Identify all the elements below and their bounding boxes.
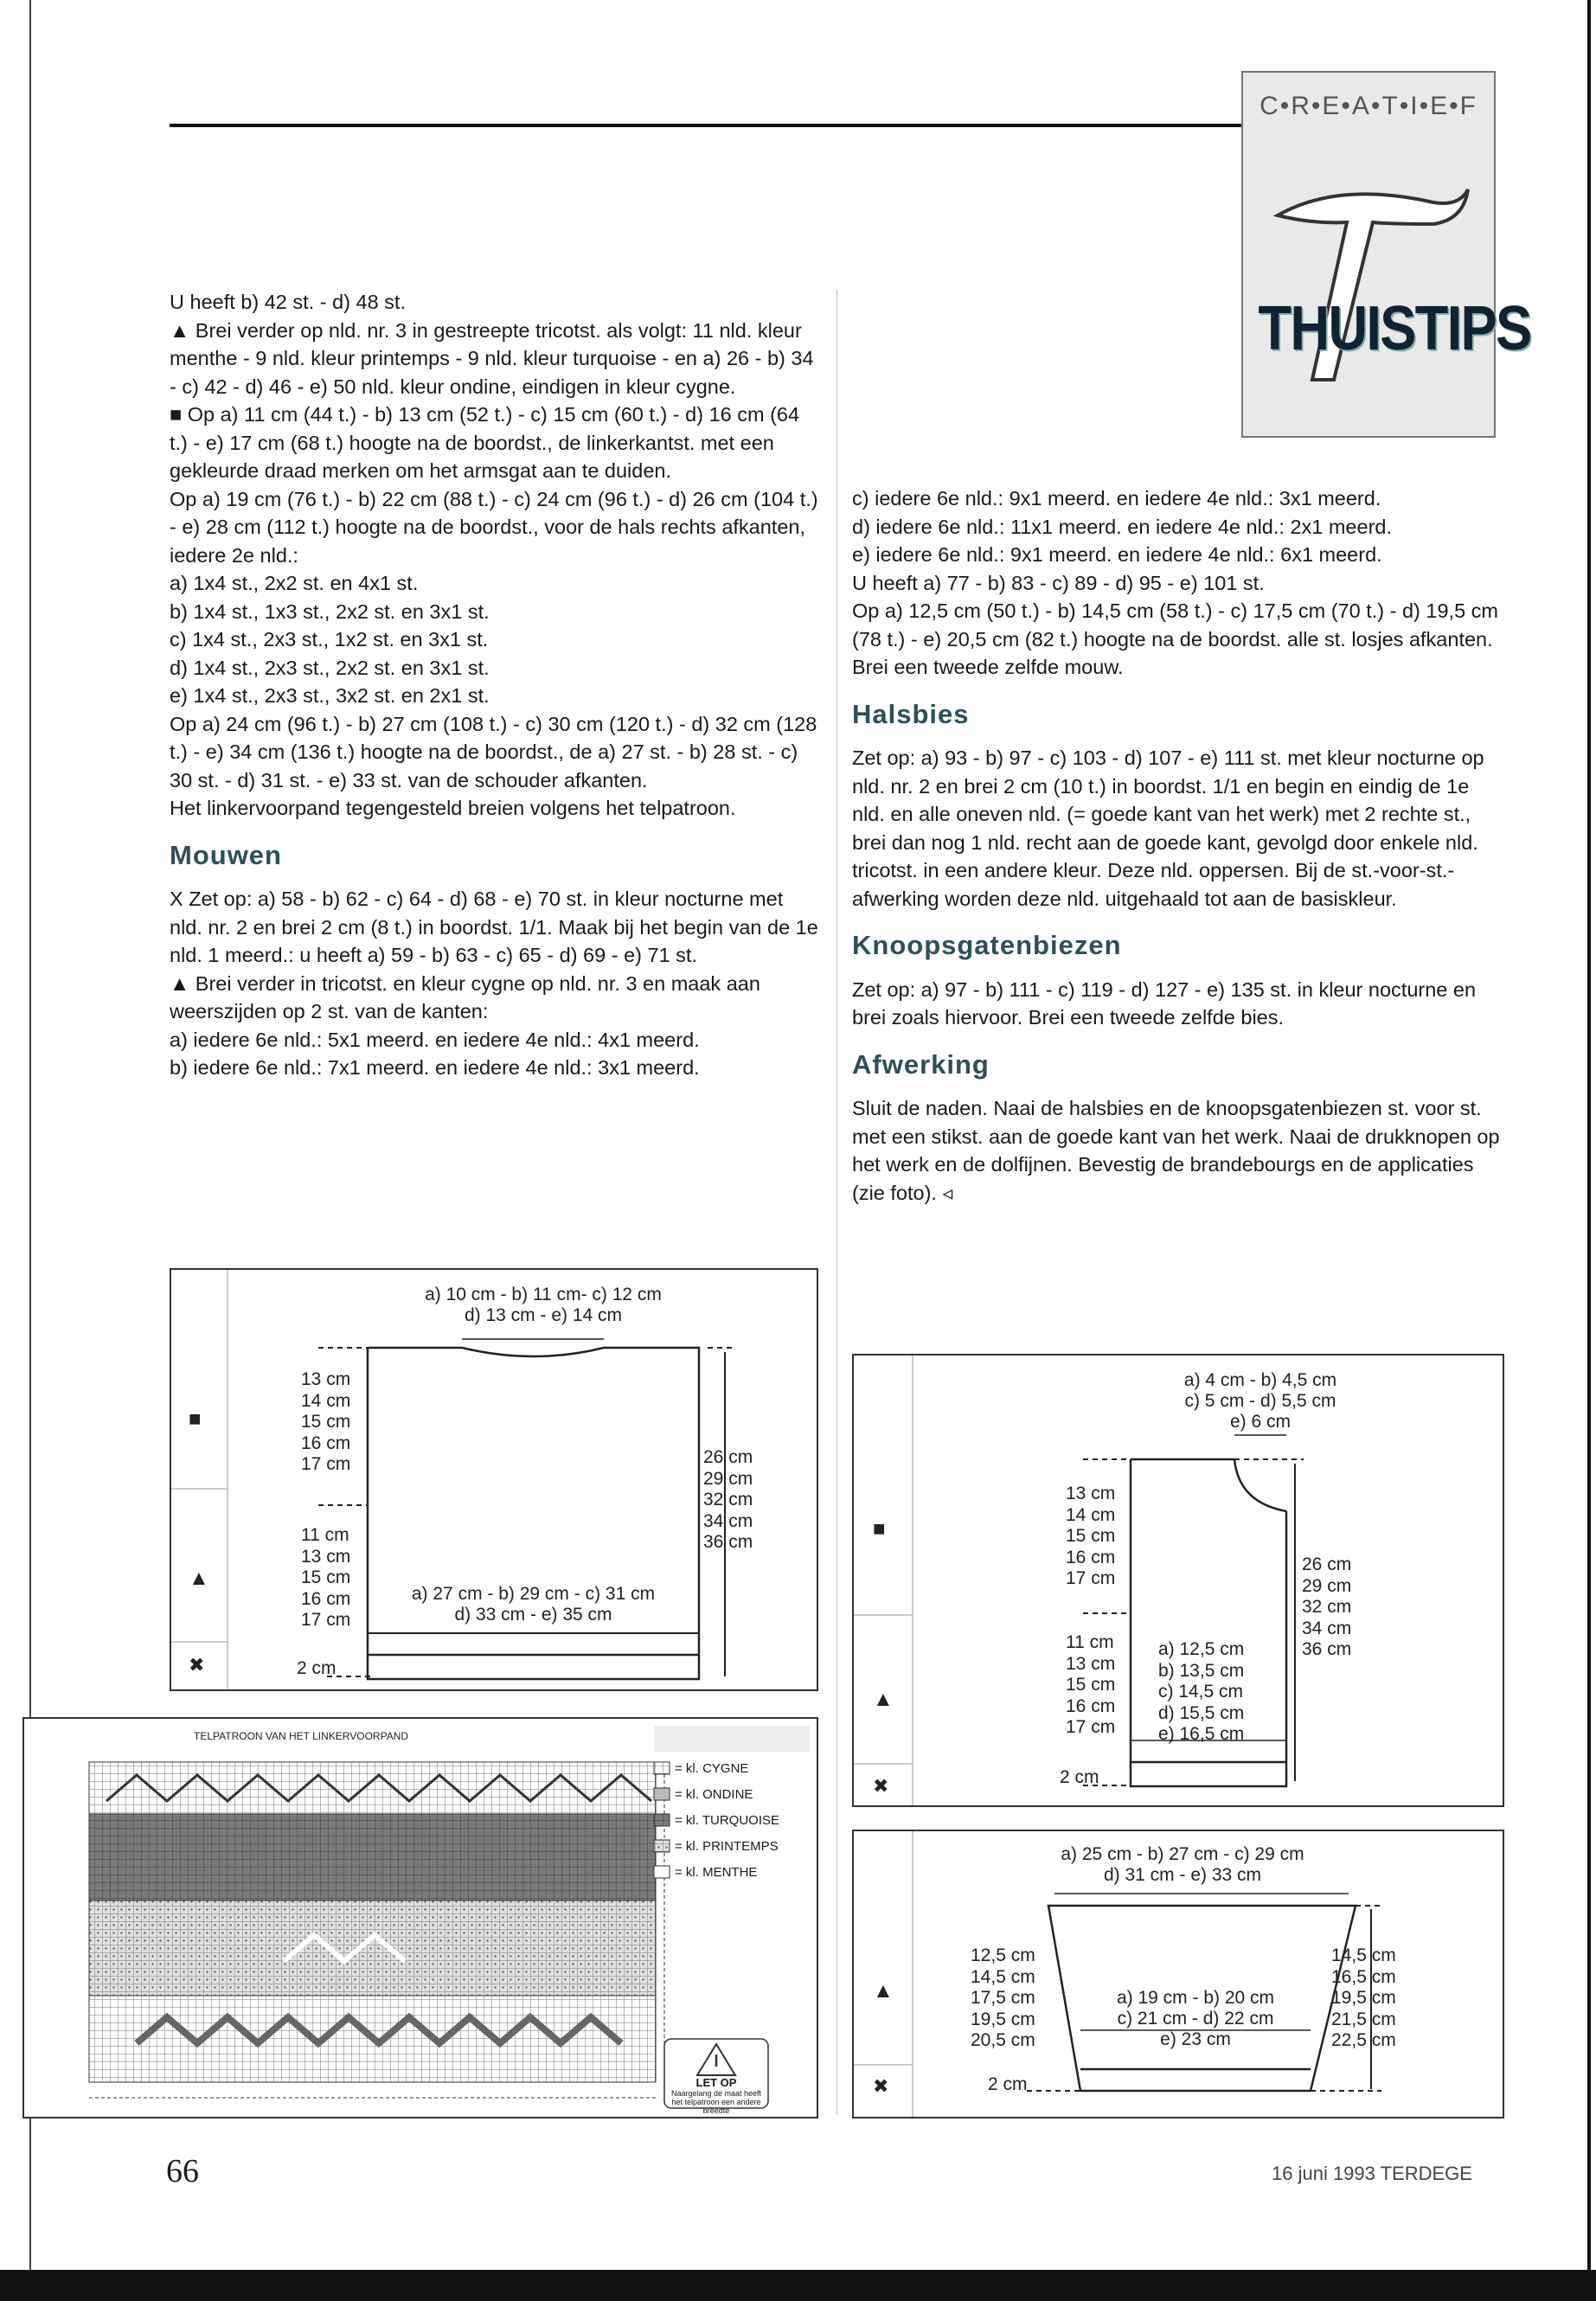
logo-creatief: C•R•E•A•T•I•E•F <box>1259 92 1477 120</box>
legend-cygne: = kl. CYGNE <box>675 1761 749 1776</box>
paragraph: Het linkervoorpand tegengesteld breien volgens het telpatroon. <box>170 797 736 819</box>
size-label: 36 cm <box>1302 1639 1352 1659</box>
size-label: 13 cm <box>1066 1653 1116 1674</box>
page-right-edge <box>1587 0 1591 2271</box>
paragraph: Op a) 19 cm (76 t.) - b) 22 cm (88 t.) - c) 24 cm (96 t.) - d) 26 cm (104 t.) - e) 28 cm (112 t.) hoogte na de boordst., voor de hals rechts afkanten, iedere 2e nld.: <box>170 487 818 567</box>
size-label: 29 cm <box>1302 1575 1352 1596</box>
back-neck-width-2: d) 13 cm - e) 14 cm <box>464 1305 623 1325</box>
size-label: c) 14,5 cm <box>1158 1682 1244 1702</box>
sleeve-bottom-width-3: e) 23 cm <box>1160 2029 1231 2049</box>
sleeve-left-sizes <box>971 1945 1035 2052</box>
cross-symbol: ✖ <box>189 1654 205 1676</box>
paragraph: ■ Op a) 11 cm (44 t.) - b) 13 cm (52 t.) - c) 15 cm (60 t.) - d) 16 cm (64 t.) - e) 17 cm (68 t.) hoogte na de boordst., de linkerkantst. met een gekleurde draad merken om het armsgat aan te duiden. <box>170 403 800 482</box>
list-item: e) 1x4 st., 2x3 st., 3x2 st. en 2x1 st. <box>170 684 490 707</box>
front-length-sizes <box>1302 1554 1351 1661</box>
front-neck-depth-3: e) 6 cm <box>1229 1412 1291 1432</box>
paragraph: ▲ Brei verder op nld. nr. 3 in gestreepte tricotst. als volgt: 11 nld. kleur menthe - 9 nld. kleur printemps - 9 nld. kleur turquoise - en a) 26 - b) 34 - c) 42 - d) 46 - e) 50 nld. kleur ondine, eindigen in kleur cygne. <box>170 318 814 398</box>
heading-knoopsgatenbiezen: Knoopsgatenbiezen <box>852 930 1122 960</box>
front-neck-depth-2: c) 5 cm - d) 5,5 cm <box>1184 1391 1336 1411</box>
size-label: 22,5 cm <box>1331 2030 1396 2050</box>
paragraph: Zet op: a) 97 - b) 111 - c) 119 - d) 127 - e) 135 st. in kleur nocturne en brei zoals hiervoor. Brei een tweede zelfde bies. <box>852 977 1477 1029</box>
heading-afwerking: Afwerking <box>852 1048 990 1080</box>
sleeve-rib-height: 2 cm <box>988 2074 1028 2094</box>
sleeve-diagram <box>852 1830 1504 2118</box>
paragraph: Op a) 12,5 cm (50 t.) - b) 14,5 cm (58 t.) - c) 17,5 cm (70 t.) - d) 19,5 cm (78 t.) - e) 20,5 cm (82 t.) hoogte na de boordst. alle st. losjes afkanten. Brei een tweede zelfde mouw. <box>852 599 1498 678</box>
size-label: 16 cm <box>1066 1547 1116 1567</box>
triangle-symbol: ▲ <box>873 1979 894 2003</box>
paragraph: Zet op: a) 93 - b) 97 - c) 103 - d) 107 - e) 111 st. met kleur nocturne op nld. nr. 2 en brei 2 cm (10 t.) in boordst. 1/1 en begin en eindig de 1e nld. en alle oneven nld. (= goede kant van het werk) met 2 rechte st., brei dan nog 1 nld. recht aan de goede kant, gevolgd door enkele nld. tricotst. in een andere kleur. Deze nld. oppersen. Bij de st.-voor-st.-afwerking worden deze nld. uitgehaald tot aan de basiskleur. <box>852 747 1484 910</box>
column-divider <box>836 290 837 2115</box>
sleeve-bottom-width-2: c) 21 cm - d) 22 cm <box>1117 2009 1274 2029</box>
paragraph: a) iedere 6e nld.: 5x1 meerd. en iedere 4e nld.: 4x1 meerd. <box>170 1028 700 1051</box>
size-label: 14,5 cm <box>971 1966 1035 1987</box>
square-symbol: ■ <box>873 1517 886 1541</box>
size-label: 14 cm <box>301 1390 351 1411</box>
back-rib-height: 2 cm <box>297 1658 337 1678</box>
cross-symbol: ✖ <box>873 2075 889 2097</box>
heading-halsbies: Halsbies <box>852 698 970 729</box>
paragraph: U heeft a) 77 - b) 83 - c) 89 - d) 95 - e) 101 st. <box>852 571 1265 594</box>
size-label: b) 13,5 cm <box>1158 1660 1245 1681</box>
back-panel-diagram <box>170 1268 818 1691</box>
size-label: 19,5 cm <box>1331 1988 1396 2008</box>
size-label: 26 cm <box>1302 1554 1352 1574</box>
legend-turquoise: = kl. TURQUOISE <box>675 1813 779 1828</box>
issue-footer: 16 juni 1993 TERDEGE <box>1272 2163 1472 2184</box>
sleeve-right-sizes <box>1331 1945 1396 2052</box>
size-label: 13 cm <box>301 1369 351 1389</box>
chart-title: TELPATROON VAN HET LINKERVOORPAND <box>194 1730 409 1742</box>
warning-title: LET OP <box>695 2076 737 2089</box>
size-label: 16 cm <box>301 1588 351 1609</box>
list-item: c) 1x4 st., 2x3 st., 1x2 st. en 3x1 st. <box>170 628 489 651</box>
paragraph: Op a) 24 cm (96 t.) - b) 27 cm (108 t.) - c) 30 cm (120 t.) - d) 32 cm (128 t.) - e) 34 cm (136 t.) hoogte na de boordst., de a) 27 st. - b) 28 st. - c) 30 st. - d) 31 st. - e) 33 st. van de schouder afkanten. <box>170 712 817 792</box>
size-label: 17 cm <box>1066 1568 1116 1588</box>
back-length-sizes <box>703 1447 753 1554</box>
page-bottom-edge <box>0 2270 1596 2301</box>
square-symbol: ■ <box>189 1407 202 1431</box>
size-label: 29 cm <box>703 1468 753 1489</box>
size-label: 11 cm <box>301 1525 349 1545</box>
size-label: 15 cm <box>1066 1675 1116 1695</box>
back-armhole-sizes <box>301 1369 350 1476</box>
legend-ondine: = kl. ONDINE <box>675 1787 753 1802</box>
front-rib-height: 2 cm <box>1060 1767 1099 1787</box>
size-label: 15 cm <box>301 1412 351 1432</box>
size-label: 32 cm <box>703 1490 753 1509</box>
size-label: 17 cm <box>1066 1717 1116 1737</box>
knitting-chart <box>22 1717 818 2118</box>
paragraph: c) iedere 6e nld.: 9x1 meerd. en iedere 4e nld.: 3x1 meerd. <box>852 487 1381 510</box>
paragraph: X Zet op: a) 58 - b) 62 - c) 64 - d) 68 - e) 70 st. in kleur nocturne met nld. nr. 2 en brei 2 cm (8 t.) in boordst. 1/1. Maak bij het begin van de 1e nld. 1 meerd.: u heeft a) 59 - b) 63 - c) 65 - d) 69 - e) 71 st. <box>170 888 818 966</box>
size-label: 14,5 cm <box>1331 1945 1396 1965</box>
paragraph: Sluit de naden. Naai de halsbies en de knoopsgatenbiezen st. voor st. met een stikst. aan de goede kant van het werk. Naai de drukknopen op het werk en de dolfijnen. Bevestig de brandebourgs en de applicaties (zie foto). ◃ <box>852 1097 1500 1204</box>
size-label: 34 cm <box>1302 1618 1352 1638</box>
size-label: a) 12,5 cm <box>1158 1639 1245 1659</box>
sleeve-bottom-width-1: a) 19 cm - b) 20 cm <box>1116 1988 1275 2008</box>
front-width-sizes <box>1158 1639 1244 1746</box>
size-label: 19,5 cm <box>971 2009 1035 2029</box>
size-label: 13 cm <box>1066 1484 1116 1503</box>
left-column <box>170 288 818 1082</box>
paragraph: b) iedere 6e nld.: 7x1 meerd. en iedere 4e nld.: 3x1 meerd. <box>170 1056 700 1079</box>
size-label: 17 cm <box>301 1610 351 1630</box>
sleeve-top-width-1: a) 25 cm - b) 27 cm - c) 29 cm <box>1061 1844 1304 1864</box>
size-label: 16 cm <box>1066 1695 1116 1716</box>
size-label: 17 cm <box>301 1454 351 1474</box>
front-panel-diagram <box>852 1354 1504 1807</box>
chart-grid <box>24 1719 817 2117</box>
paragraph: U heeft b) 42 st. - d) 48 st. <box>170 291 406 313</box>
front-body-sizes <box>1066 1632 1115 1739</box>
size-label: 12,5 cm <box>971 1945 1035 1965</box>
right-column <box>852 484 1501 1207</box>
size-label: 13 cm <box>301 1546 351 1567</box>
back-width-1: a) 27 cm - b) 29 cm - c) 31 cm <box>411 1584 656 1604</box>
size-label: 15 cm <box>1066 1526 1116 1546</box>
size-label: 32 cm <box>1302 1597 1352 1617</box>
front-neck-depth-1: a) 4 cm - b) 4,5 cm <box>1183 1370 1337 1390</box>
sleeve-top-width-2: d) 31 cm - e) 33 cm <box>1103 1865 1262 1885</box>
size-label: 36 cm <box>703 1532 753 1552</box>
triangle-symbol: ▲ <box>189 1567 209 1590</box>
back-width-2: d) 33 cm - e) 35 cm <box>454 1605 612 1625</box>
logo-thuistips: THUISTIPS <box>1258 294 1531 363</box>
size-label: 26 cm <box>703 1447 753 1467</box>
paragraph: e) iedere 6e nld.: 9x1 meerd. en iedere 4e nld.: 6x1 meerd. <box>852 543 1382 566</box>
legend-printemps: = kl. PRINTEMPS <box>675 1839 779 1854</box>
thuistips-logo <box>1241 71 1531 438</box>
size-label: 16,5 cm <box>1331 1966 1396 1987</box>
back-neck-width-1: a) 10 cm - b) 11 cm- c) 12 cm <box>425 1285 662 1304</box>
front-armhole-sizes <box>1066 1484 1115 1590</box>
list-item: a) 1x4 st., 2x2 st. en 4x1 st. <box>170 572 419 594</box>
size-label: 21,5 cm <box>1331 2009 1396 2029</box>
size-label: 15 cm <box>301 1567 351 1587</box>
size-label: e) 16,5 cm <box>1158 1724 1245 1744</box>
size-label: 20,5 cm <box>971 2030 1035 2050</box>
size-label: 16 cm <box>301 1433 351 1453</box>
triangle-symbol: ▲ <box>873 1688 894 1711</box>
legend-menthe: = kl. MENTHE <box>675 1865 758 1880</box>
page-number: 66 <box>166 2153 199 2189</box>
heading-mouwen: Mouwen <box>170 839 282 870</box>
list-item: b) 1x4 st., 1x3 st., 2x2 st. en 3x1 st. <box>170 599 490 623</box>
back-body-sizes <box>301 1525 350 1631</box>
size-label: 34 cm <box>703 1510 753 1531</box>
size-label: d) 15,5 cm <box>1158 1702 1245 1723</box>
warning-text: Naargelang de maat heeft het telpatroon een andere breedte <box>670 2089 762 2115</box>
paragraph: d) iedere 6e nld.: 11x1 meerd. en iedere 4e nld.: 2x1 meerd. <box>852 515 1393 538</box>
paragraph: ▲ Brei verder in tricotst. en kleur cygne op nld. nr. 3 en maak aan weerszijden op 2 st. van de kanten: <box>170 971 760 1022</box>
size-label: 14 cm <box>1066 1504 1116 1525</box>
size-label: 11 cm <box>1066 1632 1114 1652</box>
size-label: 17,5 cm <box>971 1988 1035 2008</box>
list-item: d) 1x4 st., 2x3 st., 2x2 st. en 3x1 st. <box>170 656 490 679</box>
cross-symbol: ✖ <box>873 1775 889 1797</box>
